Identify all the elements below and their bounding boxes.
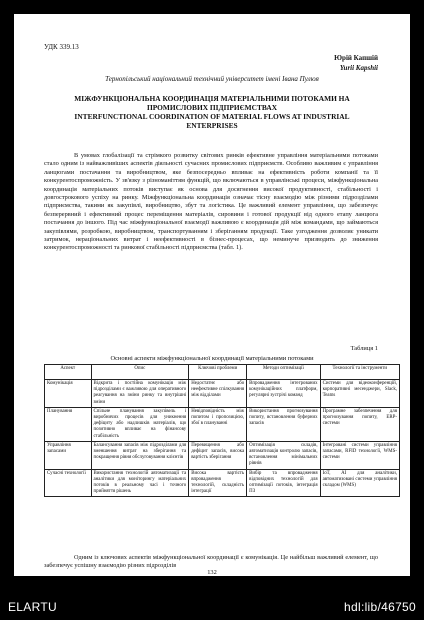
- table-caption: Основні аспекти міжфункціональної координації матеріальними потоками: [110, 355, 314, 362]
- repository-label: ELARTU: [8, 600, 57, 614]
- table-cell: Балансування запасів між підрозділами для зменшення витрат на зберігання та покращення рівня обслуговування клієнтів: [91, 441, 189, 469]
- table-cell: Вибір та впровадження відповідних технологій для оптимізації потоків, інтеграція ПЗ: [247, 469, 320, 497]
- table-cell: Використання прогнозування попиту, встановлення буферних запасів: [247, 407, 320, 441]
- table-cell: Планування: [45, 407, 92, 441]
- table-cell: Висока вартість впровадження технологій, складність інтеграції: [189, 469, 247, 497]
- paper-title: [64, 94, 360, 130]
- table-header-cell: Технології та інструменти: [320, 365, 399, 380]
- table-cell: Сучасні технології: [45, 469, 92, 497]
- table-header-cell: Аспект: [45, 365, 92, 380]
- body-paragraph-2: Одним із ключових аспектів міжфункціональної координації є комунікація. Це найбільш важливий елемент, що забезпечує успішну взаємодію різних підрозділів: [44, 554, 378, 570]
- table-header-cell: Опис: [91, 365, 189, 380]
- table-cell: Інтегровані системи управління запасами, RFID технології, WMS-системи: [320, 441, 399, 469]
- table-cell: Системи для відеоконференцій, корпоративні месенджери, Slack, Teams: [320, 380, 399, 408]
- udk-code: УДК 339.13: [44, 43, 79, 51]
- affiliation: Тернопільський національний технічний університет імені Івана Пулюя: [105, 75, 319, 83]
- title-en: INTERFUNCTIONAL COORDINATION OF MATERIAL FLOWS AT INDUSTRIAL ENTERPRISES: [74, 112, 350, 130]
- table-cell: Оптимізація складів, автоматизація контролю запасів, встановлення мінімальних рівнів: [247, 441, 320, 469]
- title-ua: МІЖФУНКЦІОНАЛЬНА КООРДИНАЦІЯ МАТЕРІАЛЬНИМИ ПОТОКАМИ НА ПРОМИСЛОВИХ ПІДПРИЄМСТВАХ: [74, 94, 350, 112]
- author-block: [334, 53, 378, 73]
- table-cell: Впровадження інтегрованих комунікаційних платформ, регулярні зустрічі команд: [247, 380, 320, 408]
- body-paragraph-1: В умовах глобалізації та стрімкого розвитку світових ринків ефективне управління матеріальними потоками стало одним із найважливіших аспектів діяльності сучасних промислових підприємств. Особливо важливим є управління ланцюгами постачання та виробництвом, яке безпосередньо впливає на ефективність роботи компанії та її конкурентоспроможність. У зв'язку з різноманіттям функцій, що включаються в управлінські процеси, міжфункціональна координація матеріальних потоків виступає як основа для досягнення високої продуктивності, стабільності і довгострокового успіху на ринку. Міжфункціональна координація означає тісну взаємодію між різними підрозділами підприємства, такими як закупівлі, виробництво, збут та логістика. Це важливий елемент управління, що забезпечує безперервний і ефективний процес переміщення матеріалів, сировини і готової продукції від одного етапу ланцюга постачання до іншого. Під час міжфункціональної взаємодії важливою є координація дій між командами, що займаються закупівлями, розробкою, виробництвом, транспортуванням і зберіганням продукції. Таке узгодження дозволяє уникати затримок, нераціональних витрат і неефективності в бізнес-процесах, що неминуче призводить до зниження конкурентоспроможності та ринкової стабільності підприємства (табл. 1).: [44, 152, 378, 252]
- table-cell: Програмне забезпечення для прогнозування попиту, ERP-системи: [320, 407, 399, 441]
- table-cell: Управління запасами: [45, 441, 92, 469]
- table-header-cell: Ключові проблеми: [189, 365, 247, 380]
- table-cell: Недостатнє або неефективне спілкування між відділами: [189, 380, 247, 408]
- table-cell: Використання технологій автоматизації та аналітики для моніторингу матеріальних потоків в реальному часі і точного прийняття рішень: [91, 469, 189, 497]
- paper-page: [14, 14, 410, 576]
- table-row: [45, 407, 400, 441]
- page-number: 132: [207, 569, 217, 576]
- table-header-row: [45, 365, 400, 380]
- author-name-ua: Юрій Капшій: [334, 54, 378, 62]
- table-cell: IoT, AI для аналітики, автоматизовані системи управління складом (WMS): [320, 469, 399, 497]
- table-row: [45, 441, 400, 469]
- table-header-cell: Методи оптимізації: [247, 365, 320, 380]
- table-row: [45, 469, 400, 497]
- table-row: [45, 380, 400, 408]
- table-cell: Спільне планування закупівель і виробничих процесів для уникнення дефіциту або надлишків матеріалів, що позитивно впливає на фінансову стабільність: [91, 407, 189, 441]
- table-cell: Перевищення або дефіцит запасів, висока вартість зберігання: [189, 441, 247, 469]
- table-number: Таблиця 1: [350, 345, 378, 352]
- table-cell: Невідповідність між попитом і пропозицією, збої в плануванні: [189, 407, 247, 441]
- table-cell: Комунікація: [45, 380, 92, 408]
- aspects-table: [44, 364, 400, 497]
- handle-identifier: hdl:lib/46750: [344, 600, 416, 614]
- author-name-en: Yurii Kapshii: [339, 64, 378, 72]
- table-cell: Відкрита і постійна комунікація між підрозділами є важливою для оперативного реагування на зміни ринку та внутрішні зміни: [91, 380, 189, 408]
